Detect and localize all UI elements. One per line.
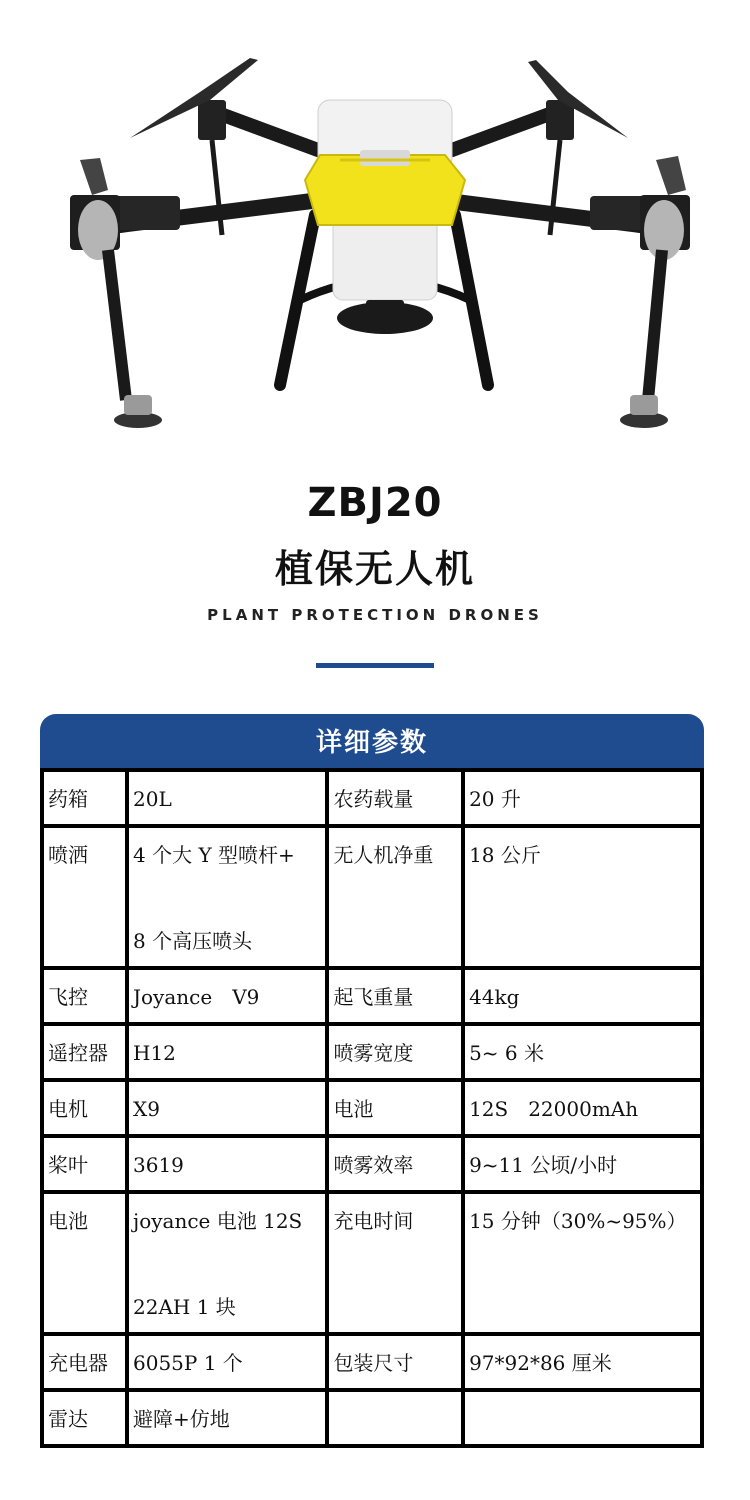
spec-value: 避障+仿地: [129, 1392, 325, 1444]
spec-key: 遥控器: [44, 1026, 125, 1078]
yellow-canopy: [305, 150, 465, 225]
table-row: [44, 1194, 700, 1332]
spec-value: 20 升: [465, 772, 700, 824]
spec-value: 97*92*86 厘米: [465, 1336, 700, 1388]
spec-key: 充电器: [44, 1336, 125, 1388]
spec-key: 喷雾效率: [329, 1138, 461, 1190]
spec-value: 18 公斤: [465, 828, 700, 966]
spec-key: 电池: [329, 1082, 461, 1134]
spec-key: 桨叶: [44, 1138, 125, 1190]
spec-value-line: joyance 电池 12S: [133, 1209, 303, 1233]
spec-value-line: 8 个高压喷头: [133, 929, 253, 953]
spec-value: 5~ 6 米: [465, 1026, 700, 1078]
spec-key: 药箱: [44, 772, 125, 824]
spec-value: 20L: [129, 772, 325, 824]
spec-key: 电机: [44, 1082, 125, 1134]
product-name-en: PLANT PROTECTION DRONES: [207, 606, 543, 624]
spec-key: 雷达: [44, 1392, 125, 1444]
title-divider: [316, 663, 434, 668]
spec-value: 12S 22000mAh: [465, 1082, 700, 1134]
table-row: [44, 772, 700, 824]
spec-value: [129, 828, 325, 966]
table-row: [44, 970, 700, 1022]
spec-value: 15 分钟（30%~95%）: [465, 1194, 700, 1332]
spec-value-line: 4 个大 Y 型喷杆+: [133, 843, 295, 867]
spec-key: 无人机净重: [329, 828, 461, 966]
spec-value: 9~11 公顷/小时: [465, 1138, 700, 1190]
spec-value: Joyance V9: [129, 970, 325, 1022]
spec-key: [329, 1392, 461, 1444]
spec-value: 3619: [129, 1138, 325, 1190]
table-row: [44, 1336, 700, 1388]
spec-key: 喷雾宽度: [329, 1026, 461, 1078]
table-row: [44, 828, 700, 966]
spec-value: X9: [129, 1082, 325, 1134]
spec-table-header: 详细参数: [40, 714, 704, 770]
front-right-arm: [440, 156, 690, 428]
table-row: [44, 1082, 700, 1134]
spec-key: 包装尺寸: [329, 1336, 461, 1388]
spec-key: 农药载量: [329, 772, 461, 824]
spec-key: 起飞重量: [329, 970, 461, 1022]
table-row: [44, 1138, 700, 1190]
spec-value: 6055P 1 个: [129, 1336, 325, 1388]
table-row: [44, 1026, 700, 1078]
spec-value: [129, 1194, 325, 1332]
table-row: [44, 1392, 700, 1444]
model-title: ZBJ20: [307, 480, 443, 526]
product-name-cn: 植保无人机: [274, 547, 475, 591]
spec-key: 电池: [44, 1194, 125, 1332]
spec-value: H12: [129, 1026, 325, 1078]
spec-table: [40, 768, 704, 1448]
spec-value: 44kg: [465, 970, 700, 1022]
drone-photo: [0, 0, 750, 460]
spec-key: 飞控: [44, 970, 125, 1022]
spec-key: 充电时间: [329, 1194, 461, 1332]
spec-value: [465, 1392, 700, 1444]
spec-key: 喷洒: [44, 828, 125, 966]
spec-value-line: 22AH 1 块: [133, 1295, 236, 1319]
